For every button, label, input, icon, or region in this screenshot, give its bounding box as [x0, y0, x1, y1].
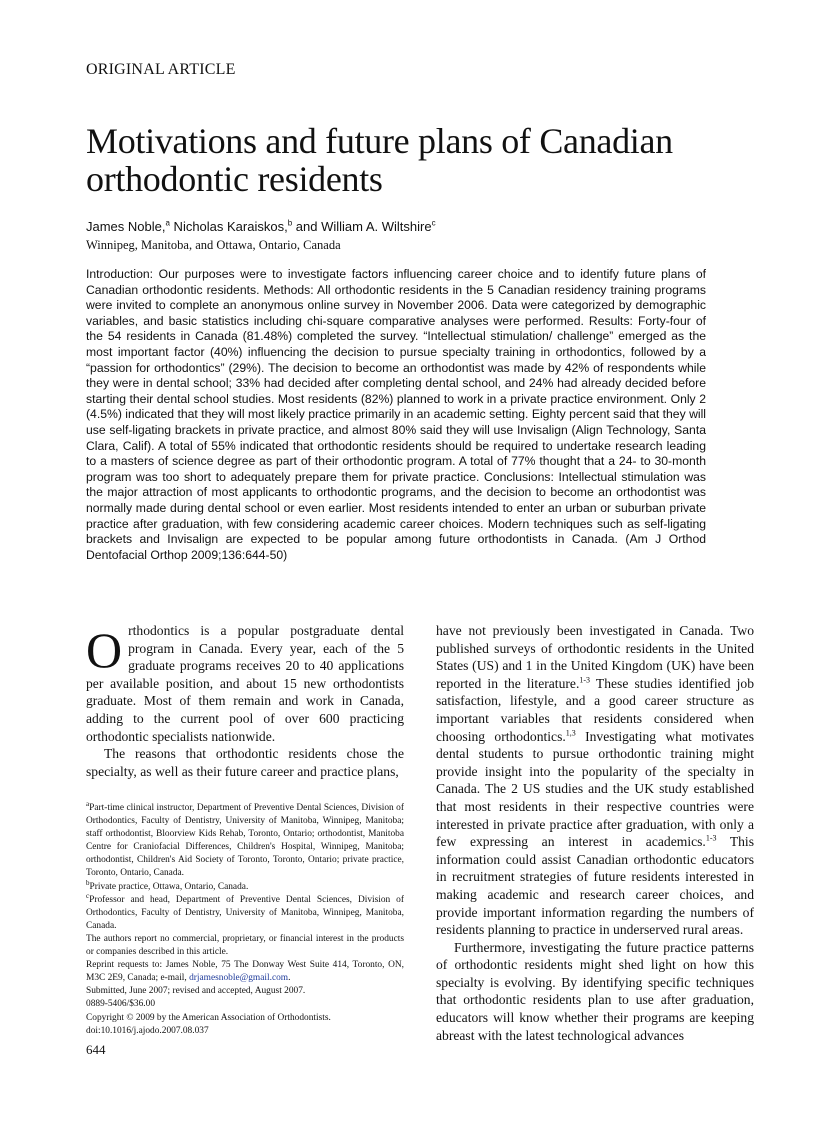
- author-list: [86, 219, 436, 234]
- footnote-b: [86, 878, 404, 894]
- copyright-notice: Copyright © 2009 by the American Association of Orthodontists.: [86, 1012, 331, 1023]
- email-link[interactable]: drjamesnoble@gmail.com: [189, 973, 289, 984]
- paragraph-text: Investigating what motivates dental students to pursue orthodontic training might provide insight into the popularity of the specialty in Canada. The 2 US studies and the UK study established that most residents in their respective countries were interested in private practice after graduation, with only a few expressing an interest in academics.: [436, 728, 754, 850]
- affiliation-mark: a: [165, 218, 170, 228]
- body-paragraph: The reasons that orthodontic residents chose the specialty, as well as their future career and practice plans,: [86, 746, 404, 779]
- issn-price: 0889-5406/$36.00: [86, 999, 156, 1010]
- body-column-right: [436, 622, 754, 1044]
- body-paragraph: [436, 622, 754, 939]
- reprint-text: Reprint requests to: James Noble, 75 The Donway West Suite 414, Toronto, ON, M3C 2E9, Canada; e-mail,: [86, 960, 404, 984]
- footnote-a: [86, 799, 404, 881]
- footnote-mark: a: [86, 799, 90, 808]
- citation-ref[interactable]: 1-3: [705, 833, 717, 843]
- doi[interactable]: doi:10.1016/j.ajodo.2007.08.037: [86, 1025, 209, 1036]
- citation-ref[interactable]: 1,3: [565, 728, 576, 738]
- footnote-text: Part-time clinical instructor, Department of Preventive Dental Sciences, Division of Orthodontics, Faculty of Dentistry, University of Manitoba, Winnipeg, Manitoba; staff orthodontist, Bloorview Kids Rehab, Toronto, Ontario; orthodontist, Manitoba Centre for Craniofacial Differences, Children's Hospital, Winnipeg, Manitoba; orthodontist, Children's Aid Society of Toronto, Toronto, Ontario; private practice, Toronto, Ontario, Canada.: [86, 803, 404, 879]
- paragraph-text: This information could assist Canadian orthodontic educators in recruitment strategies of future residents interested in making academic and research career choices, and provide important information regarding the numbers of residents planning to practice in underserved rural areas.: [436, 834, 754, 938]
- footnote-mark: b: [86, 878, 90, 887]
- citation-ref[interactable]: 1-3: [579, 675, 591, 685]
- paragraph-text: These studies identified job satisfaction, lifestyle, and a good career structure as important variables that residents considered when choosing orthodontics.: [436, 675, 755, 744]
- reprint-requests: [86, 959, 404, 985]
- footnotes: [86, 799, 404, 1038]
- disclosure-note: The authors report no commercial, proprietary, or financial interest in the products or companies described in this article.: [86, 933, 404, 958]
- reprint-text-end: .: [288, 973, 291, 984]
- page-number: 644: [86, 1042, 106, 1057]
- footnote-text: Professor and head, Department of Preventive Dental Sciences, Division of Orthodontics, Faculty of Dentistry, University of Manitoba, Winnipeg, Manitoba, Canada.: [86, 894, 404, 931]
- body-paragraph: Furthermore, investigating the future practice patterns of orthodontic residents might shed light on how this specialty is evolving. By identifying specific techniques that orthodontic residents plan to use after graduation, educators will know whether their programs are keeping abreast with the latest technological advances: [436, 939, 754, 1043]
- footnote-text: Private practice, Ottawa, Ontario, Canada.: [89, 881, 249, 892]
- paragraph-text: have not previously been investigated in Canada. Two published surveys of orthodontic residents in the United States (US) and 1 in the United Kingdom (UK) have been reported in the literature.: [436, 623, 754, 691]
- affiliation-mark: c: [431, 218, 436, 228]
- author-name: Nicholas Karaiskos,: [169, 219, 288, 234]
- section-label: ORIGINAL ARTICLE: [86, 61, 236, 78]
- author-name: James Noble,: [86, 219, 166, 234]
- article-title: Motivations and future plans of Canadian orthodontic residents: [86, 121, 673, 199]
- body-paragraph: [86, 622, 404, 745]
- author-name: and William A. Wiltshire: [292, 219, 432, 234]
- paragraph-text: rthodontics is a popular postgraduate dental program in Canada. Every year, each of the 5 graduate programs receives 20 to 40 applications per available position, and about 15 new orthodontists graduate. Most of them remain and work in Canada, adding to the current pool of over 600 practicing orthodontic specialists nationwide.: [86, 623, 404, 744]
- footnote-mark: c: [86, 891, 90, 900]
- body-column-left: [86, 622, 404, 780]
- drop-cap: O: [86, 622, 123, 678]
- footnote-c: [86, 891, 404, 933]
- author-affiliation: Winnipeg, Manitoba, and Ottawa, Ontario, Canada: [86, 238, 341, 252]
- abstract: Introduction: Our purposes were to investigate factors influencing career choice and to identify future plans of Canadian orthodontic residents. Methods: All orthodontic residents in the 5 Canadian residency training programs were invited to complete an anonymous online survey in November 2006. Data were categorized by demographic variables, and basic statistics including chi-square comparative analyses were performed. Results: Forty-four of the 54 residents in Canada (81.48%) completed the survey. “Intellectual stimulation/ challenge” emerged as the most important factor (40%) influencing the decision to pursue specialty training in orthodontics, followed by a “passion for orthodontics” (29%). The decision to become an orthodontist was made by 42% of respondents while they were in dental school; 33% had decided after completing dental school, and 24% had already decided before starting their dental school studies. Most residents (82%) planned to work in a private practice environment. Only 2 (4.5%) indicated that they will most likely practice primarily in an academic setting. Eighty percent said that they will use self-ligating brackets in private practice, and almost 80% said they will use Invisalign (Align Technology, Santa Clara, Calif). A total of 55% indicated that orthodontic residents should be required to undertake research leading to a masters of science degree as part of their orthodontic program. A total of 77% thought that a 24- to 30-month program was too short to adequately prepare them for private practice. Conclusions: Intellectual stimulation was the major attraction of most applicants to orthodontic programs, and the decision to become an orthodontist was normally made during dental school or even earlier. Most residents intended to enter an urban or suburban private practice after graduation, with few considering academic career choices. Modern techniques such as self-ligating brackets and Invisalign are expected to be popular among future orthodontists in Canada. (Am J Orthod Dentofacial Orthop 2009;136:644-50): [86, 267, 706, 562]
- submission-dates: Submitted, June 2007; revised and accepted, August 2007.: [86, 986, 306, 997]
- affiliation-mark: b: [287, 218, 293, 228]
